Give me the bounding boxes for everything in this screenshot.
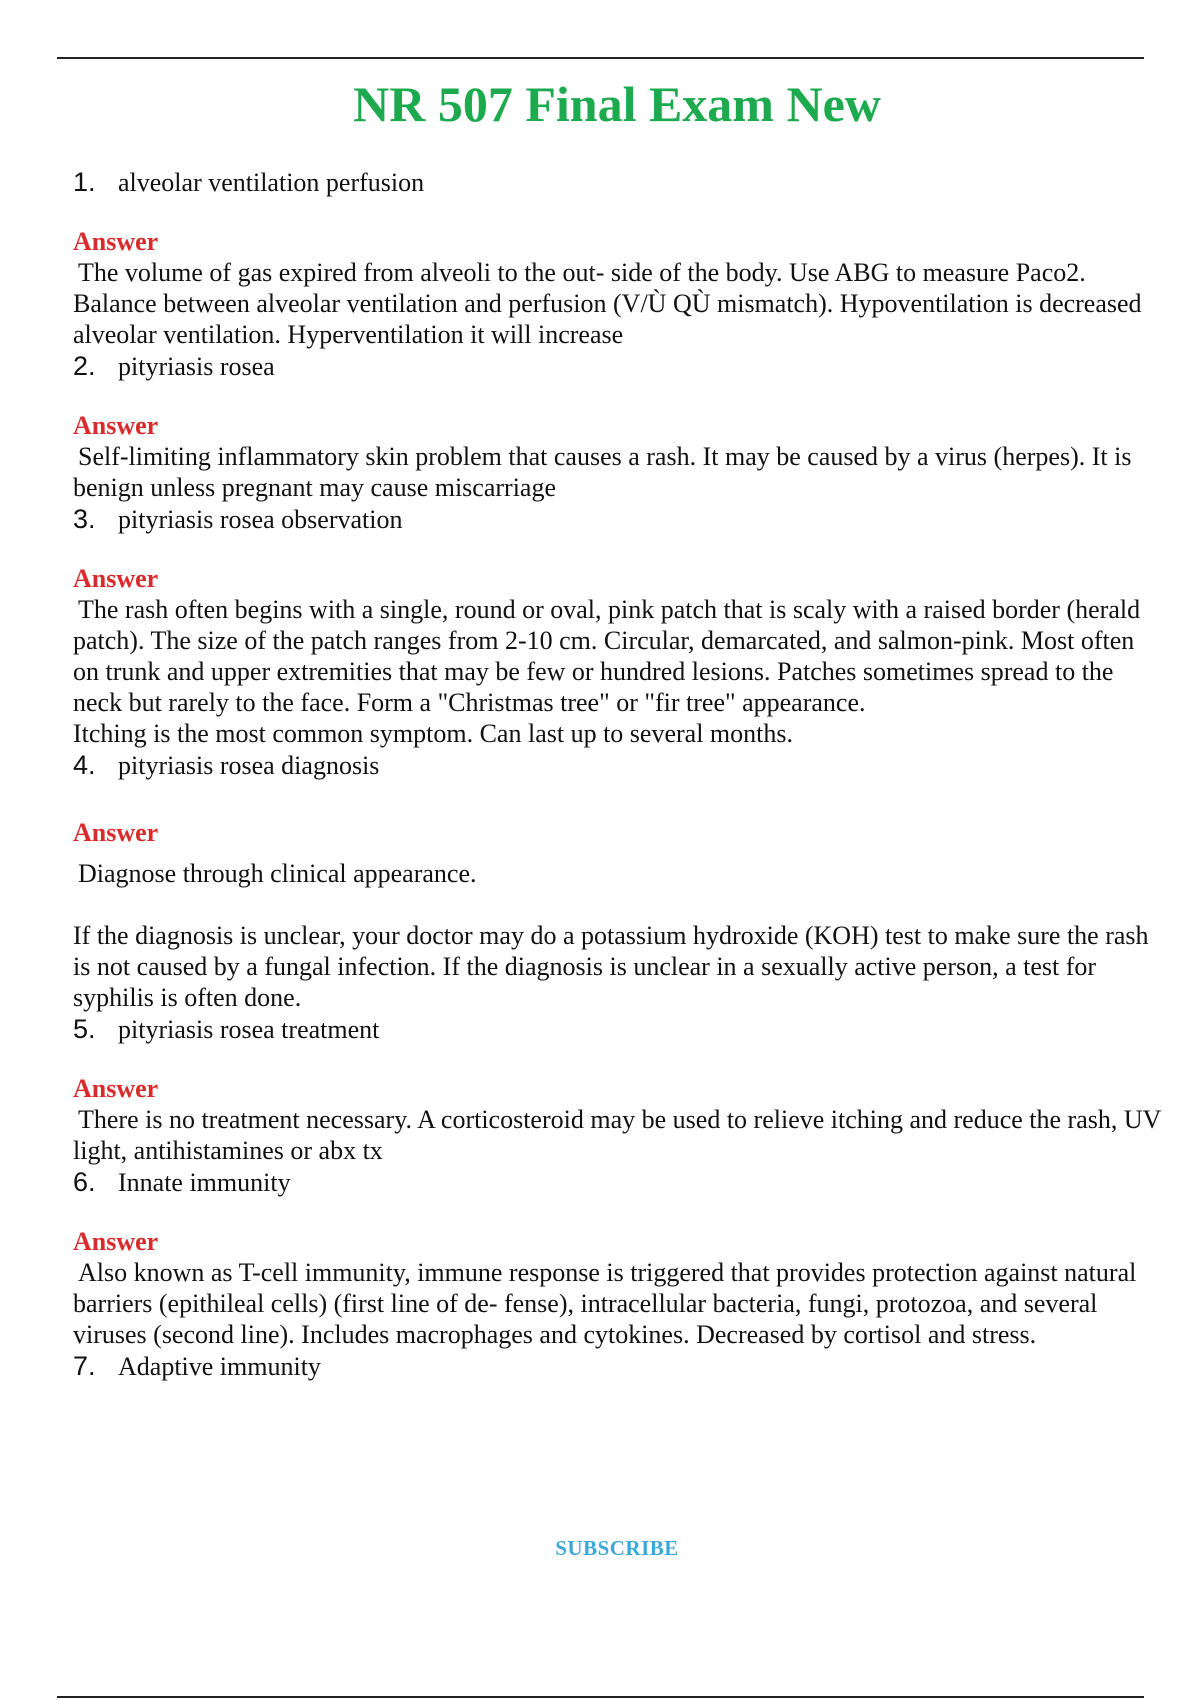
question-row (73, 1166, 1163, 1199)
question-number: 4. (73, 750, 96, 780)
question-list (73, 166, 1163, 1383)
question-number: 7. (73, 1351, 96, 1381)
question-text: alveolar ventilation perfusion (118, 168, 425, 197)
answer-text: There is no treatment necessary. A corticosteroid may be used to relieve itching and reduce the rash, UV light, antihistamines or abx tx (73, 1105, 1161, 1165)
question-number: 5. (73, 1014, 96, 1044)
question-text: pityriasis rosea observation (118, 505, 403, 534)
question-row (73, 350, 1163, 383)
answer-label: Answer (73, 1074, 159, 1103)
answer-label: Answer (73, 411, 159, 440)
question-row (73, 749, 1163, 782)
question-item-2 (73, 350, 1163, 503)
page-title: NR 507 Final Exam New (353, 76, 881, 132)
answer-label: Answer (73, 564, 159, 593)
question-number: 1. (73, 167, 96, 197)
subscribe-link[interactable]: SUBSCRIBE (555, 1536, 679, 1560)
question-item-5 (73, 1013, 1163, 1166)
question-text: pityriasis rosea diagnosis (118, 751, 380, 780)
question-item-3 (73, 503, 1163, 749)
question-number: 6. (73, 1167, 96, 1197)
question-text: Innate immunity (118, 1168, 291, 1197)
question-row (73, 1350, 1163, 1383)
answer-text: Also known as T-cell immunity, immune response is triggered that provides protection against natural barriers (epithileal cells) (first line of de- fense), intracellular bacteria, fungi, protozoa, and several viruses (second line). Includes macrophages and cytokines. Decreased by cortisol and stress. (73, 1258, 1137, 1349)
question-number: 2. (73, 351, 96, 381)
answer-text: Diagnose through clinical appearance. (78, 859, 477, 888)
question-text: Adaptive immunity (118, 1352, 321, 1381)
question-item-4 (73, 749, 1163, 1013)
top-rule (57, 57, 1144, 59)
question-item-6 (73, 1166, 1163, 1350)
bottom-rule (57, 1696, 1144, 1698)
question-text: pityriasis rosea (118, 352, 275, 381)
question-number: 3. (73, 504, 96, 534)
answer-label: Answer (73, 1227, 159, 1256)
question-row (73, 166, 1163, 199)
question-row (73, 503, 1163, 536)
answer-text: Self-limiting inflammatory skin problem that causes a rash. It may be caused by a virus (herpes). It is benign unless pregnant may cause miscarriage (73, 442, 1132, 502)
question-item-1 (73, 166, 1163, 350)
question-text: pityriasis rosea treatment (118, 1015, 380, 1044)
question-item-7 (73, 1350, 1163, 1383)
answer-text-continued: Itching is the most common symptom. Can last up to several months. (73, 719, 793, 748)
answer-label: Answer (73, 818, 159, 847)
question-row (73, 1013, 1163, 1046)
answer-label: Answer (73, 227, 159, 256)
answer-text-continued: If the diagnosis is unclear, your doctor may do a potassium hydroxide (KOH) test to make sure the rash is not caused by a fungal infection. If the diagnosis is unclear in a sexually active person, a test for syphilis is often done. (73, 921, 1149, 1012)
answer-text: The rash often begins with a single, round or oval, pink patch that is scaly with a raised border (herald patch). The size of the patch ranges from 2-10 cm. Circular, demarcated, and salmon-pink. Most often on trunk and upper extremities that may be few or hundred lesions. Patches sometimes spread to the neck but rarely to the face. Form a "Christmas tree" or "fir tree" appearance. (73, 595, 1141, 717)
answer-text: The volume of gas expired from alveoli to the out- side of the body. Use ABG to measure Paco2. Balance between alveolar ventilation and perfusion (V/Ù QÙ mismatch). Hypoventilation is decreased alveolar ventilation. Hyperventilation it will increase (73, 258, 1142, 349)
